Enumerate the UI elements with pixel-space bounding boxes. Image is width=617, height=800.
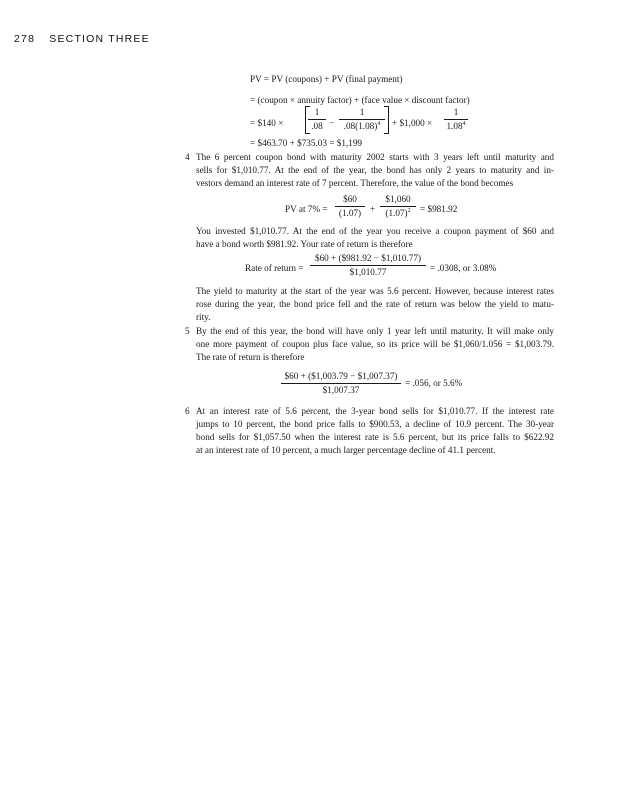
frac-denominator: $1,010.77 <box>349 267 387 277</box>
text-line: at an interest rate of 10 percent, a much larger percentage decline of 41.1 percent. <box>196 445 496 456</box>
pv-result: = $981.92 <box>420 204 458 214</box>
frac-denominator: .08 <box>311 121 323 131</box>
fraction-item5 <box>281 371 401 396</box>
item-number-5: 5 <box>185 326 190 336</box>
text-line: By the end of this year, the bond will have only 1 year left until maturity. It will make only <box>196 326 554 336</box>
ror-label: Rate of return = <box>245 263 304 273</box>
frac-numerator: 1 <box>308 107 326 120</box>
fraction-coupon <box>335 194 365 219</box>
exponent: 4 <box>377 121 381 127</box>
page-number: 278 <box>14 33 36 45</box>
eq3-middle: + $1,000 × <box>392 118 433 128</box>
frac-numerator: 1 <box>339 107 385 120</box>
fraction-discount <box>339 107 385 132</box>
text-line: The yield to maturity at the start of the year was 5.6 percent. However, because interest rates <box>196 286 554 296</box>
item4-paragraph-3 <box>196 285 554 324</box>
text-line: The rate of return is therefore <box>196 352 305 363</box>
equation-pv-result: = $463.70 + $735.03 = $1,199 <box>250 138 363 148</box>
text-line: jumps to 10 percent, the bond price falls to $900.53, a decline of 10.9 percent. The 30-year <box>196 419 554 430</box>
frac-denominator-base: (1.07) <box>385 208 408 218</box>
ror-result: = .0308, or 3.08% <box>430 263 497 273</box>
text-line: sells for $1,010.77. At the end of the year, the bond has only 2 years to maturity and in- <box>196 165 554 176</box>
text-line: vestors demand an interest rate of 7 percent. Therefore, the value of the bond becomes <box>196 178 514 189</box>
text-line: bond sells for $1,057.50 when the interest rate is 5.6 percent, but its price falls to $622.92 <box>196 432 554 443</box>
frac-denominator-base: 1.08 <box>446 121 463 131</box>
text-line: rose during the year, the bond price fell and the rate of return was below the yield to matu- <box>196 299 554 310</box>
plus-sign: + <box>370 204 376 214</box>
exponent: 4 <box>462 121 466 127</box>
item5-paragraph <box>196 325 554 364</box>
item-number-4: 4 <box>185 152 190 162</box>
text-line: You invested $1,010.77. At the end of the year you receive a coupon payment of $60 and <box>196 226 554 236</box>
pv-label: PV at 7% = <box>285 204 328 214</box>
text-line: one more payment of coupon plus face value, so its price will be $1,060/1.056 = $1,003.79. <box>196 339 554 350</box>
frac-denominator: (1.07) <box>338 208 362 218</box>
text-line: The 6 percent coupon bond with maturity 2002 starts with 3 years left until maturity and <box>196 152 554 162</box>
item4-paragraph-2 <box>196 225 554 251</box>
exponent: 2 <box>407 208 411 214</box>
frac-numerator: $1,060 <box>380 194 416 207</box>
frac-numerator: $60 + ($981.92 − $1,010.77) <box>310 253 426 266</box>
eq3-prefix: = $140 × <box>250 118 284 128</box>
frac-denominator <box>380 207 416 219</box>
item5-result: = .056, or 5.6% <box>405 378 463 388</box>
frac-denominator: $1,007.37 <box>322 385 360 395</box>
frac-denominator <box>444 120 468 132</box>
equation-pv-factors: = (coupon × annuity factor) + (face value × discount factor) <box>250 95 470 105</box>
frac-denominator <box>339 120 385 132</box>
right-bracket <box>384 106 389 134</box>
fraction-final <box>380 194 416 219</box>
text-line: rity. <box>196 312 211 323</box>
text-line: have a bond worth $981.92. Your rate of return is therefore <box>196 239 413 250</box>
frac-numerator: $60 + ($1,003.79 − $1,007.37) <box>281 371 401 384</box>
fraction-face-discount <box>444 107 468 132</box>
equation-pv-definition: PV = PV (coupons) + PV (final payment) <box>250 74 403 84</box>
fraction-ror <box>310 253 426 278</box>
section-title: SECTION THREE <box>49 33 150 45</box>
fraction-one-over-rate <box>308 107 326 132</box>
item-number-6: 6 <box>185 406 190 416</box>
minus-sign: − <box>329 118 335 128</box>
text-line: At an interest rate of 5.6 percent, the 3-year bond sells for $1,010.77. If the interest rate <box>196 406 554 416</box>
frac-numerator: 1 <box>444 107 468 120</box>
page-header <box>14 33 150 45</box>
item6-paragraph <box>196 405 554 457</box>
frac-numerator: $60 <box>335 194 365 207</box>
frac-denominator-base: .08(1.08) <box>343 121 378 131</box>
item4-paragraph-1 <box>196 151 554 190</box>
